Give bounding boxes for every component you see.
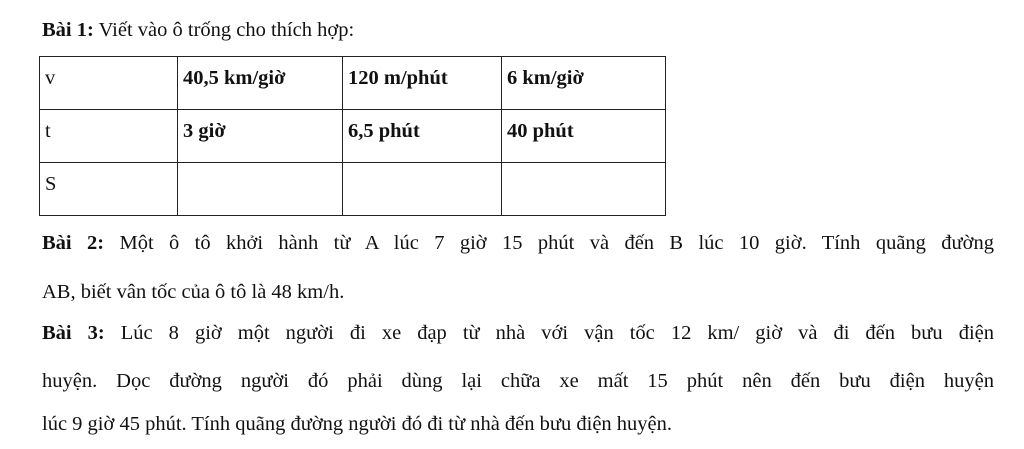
exercise-3-line-1 — [42, 320, 994, 346]
table-cell-s-3 — [502, 163, 666, 216]
table-row-time — [40, 110, 666, 163]
table-cell-v-label: v — [40, 57, 178, 110]
exercise-1-heading — [42, 17, 354, 43]
exercise-2-line-2: AB, biết vân tốc của ô tô là 48 km/h. — [42, 281, 345, 303]
exercise-2-text-1: Một ô tô khởi hành từ A lúc 7 giờ 15 phút và đến B lúc 10 giờ. Tính quãng đường — [104, 232, 995, 254]
table-cell-v-2: 120 m/phút — [343, 57, 502, 110]
exercise-3-line-2: huyện. Dọc đường người đó phải dùng lại chữa xe mất 15 phút nên đến bưu điện huyện — [42, 370, 994, 392]
exercise-1-instruction: Viết vào ô trống cho thích hợp: — [93, 19, 355, 41]
table-row-distance — [40, 163, 666, 216]
velocity-time-distance-table — [39, 56, 666, 216]
table-cell-t-1: 3 giờ — [178, 110, 343, 163]
exercise-2-line-1 — [42, 230, 994, 256]
exercise-2-label: Bài 2: — [42, 232, 105, 254]
table-cell-s-2 — [343, 163, 502, 216]
table-cell-v-3: 6 km/giờ — [502, 57, 666, 110]
table-cell-s-label: S — [40, 163, 178, 216]
exercise-3-label: Bài 3: — [42, 322, 105, 344]
exercise-1-label: Bài 1: — [42, 19, 94, 41]
table-cell-t-2: 6,5 phút — [343, 110, 502, 163]
table-cell-t-3: 40 phút — [502, 110, 666, 163]
table-cell-t-label: t — [40, 110, 178, 163]
table-cell-s-1 — [178, 163, 343, 216]
table-row-velocity — [40, 57, 666, 110]
exercise-3-text-1: Lúc 8 giờ một người đi xe đạp từ nhà với vận tốc 12 km/ giờ và đi đến bưu điện — [104, 322, 994, 344]
table-cell-v-1: 40,5 km/giờ — [178, 57, 343, 110]
exercise-3-line-3: lúc 9 giờ 45 phút. Tính quãng đường người đó đi từ nhà đến bưu điện huyện. — [42, 413, 673, 435]
